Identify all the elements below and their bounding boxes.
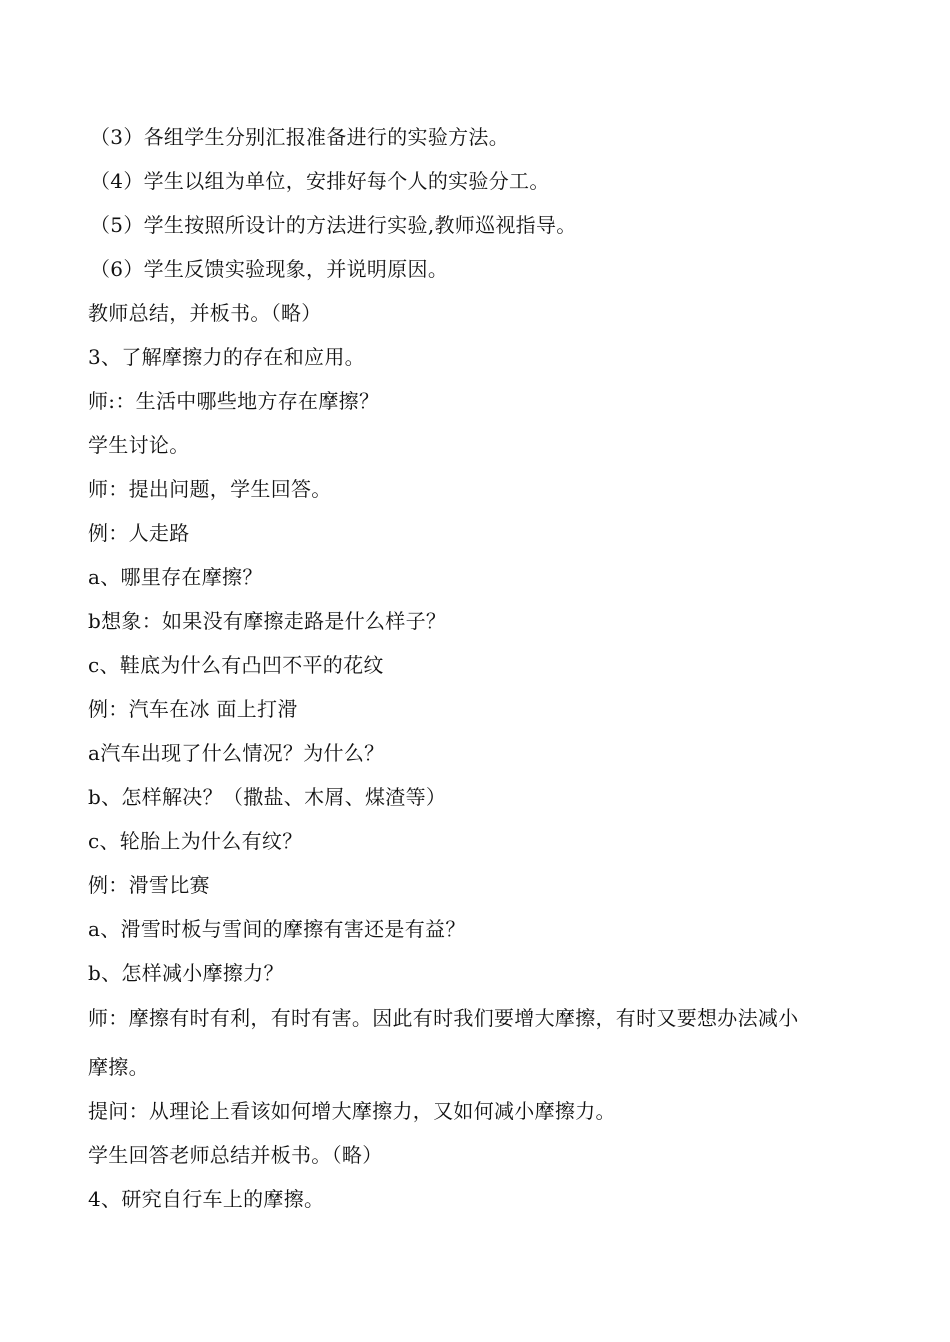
step-5-line: （5）学生按照所设计的方法进行实验,教师巡视指导。 [90, 213, 577, 237]
example-walking-line: 例：人走路 [88, 521, 190, 545]
skiing-question-b: b、怎样减小摩擦力？ [88, 961, 284, 985]
section-3-heading: 3、了解摩擦力的存在和应用。 [88, 345, 365, 369]
step-3-line: （3）各组学生分别汇报准备进行的实验方法。 [90, 125, 510, 149]
walking-question-b: b想象：如果没有摩擦走路是什么样子？ [88, 609, 447, 633]
question-line: 提问：从理论上看该如何增大摩擦力，又如何减小摩擦力。 [88, 1099, 616, 1123]
example-skiing-line: 例：滑雪比赛 [88, 873, 210, 897]
teacher-conclusion-continued: 摩擦。 [88, 1055, 149, 1079]
walking-question-a: a、哪里存在摩擦？ [88, 565, 263, 589]
student-discussion-line: 学生讨论。 [88, 433, 190, 457]
step-6-line: （6）学生反馈实验现象，并说明原因。 [90, 257, 449, 281]
teacher-conclusion-line: 师：摩擦有时有利，有时有害。因此有时我们要增大摩擦，有时又要想办法减小 [88, 1006, 799, 1030]
car-question-c: c、轮胎上为什么有纹？ [88, 829, 303, 853]
skiing-question-a: a、滑雪时板与雪间的摩擦有害还是有益？ [88, 917, 466, 941]
car-question-b: b、怎样解决？（撒盐、木屑、煤渣等） [88, 785, 447, 809]
example-car-line: 例：汽车在冰 面上打滑 [88, 697, 298, 721]
student-answer-line: 学生回答老师总结并板书。（略） [88, 1143, 383, 1167]
car-question-a: a汽车出现了什么情况？为什么？ [88, 741, 385, 765]
teacher-prompt-line: 师：提出问题，学生回答。 [88, 477, 332, 501]
step-4-line: （4）学生以组为单位，安排好每个人的实验分工。 [90, 169, 550, 193]
walking-question-c: c、鞋底为什么有凸凹不平的花纹 [88, 653, 384, 677]
teacher-question-line: 师:：生活中哪些地方存在摩擦？ [88, 389, 380, 413]
teacher-summary-line: 教师总结，并板书。（略） [88, 301, 322, 325]
section-4-heading: 4、研究自行车上的摩擦。 [88, 1187, 325, 1211]
